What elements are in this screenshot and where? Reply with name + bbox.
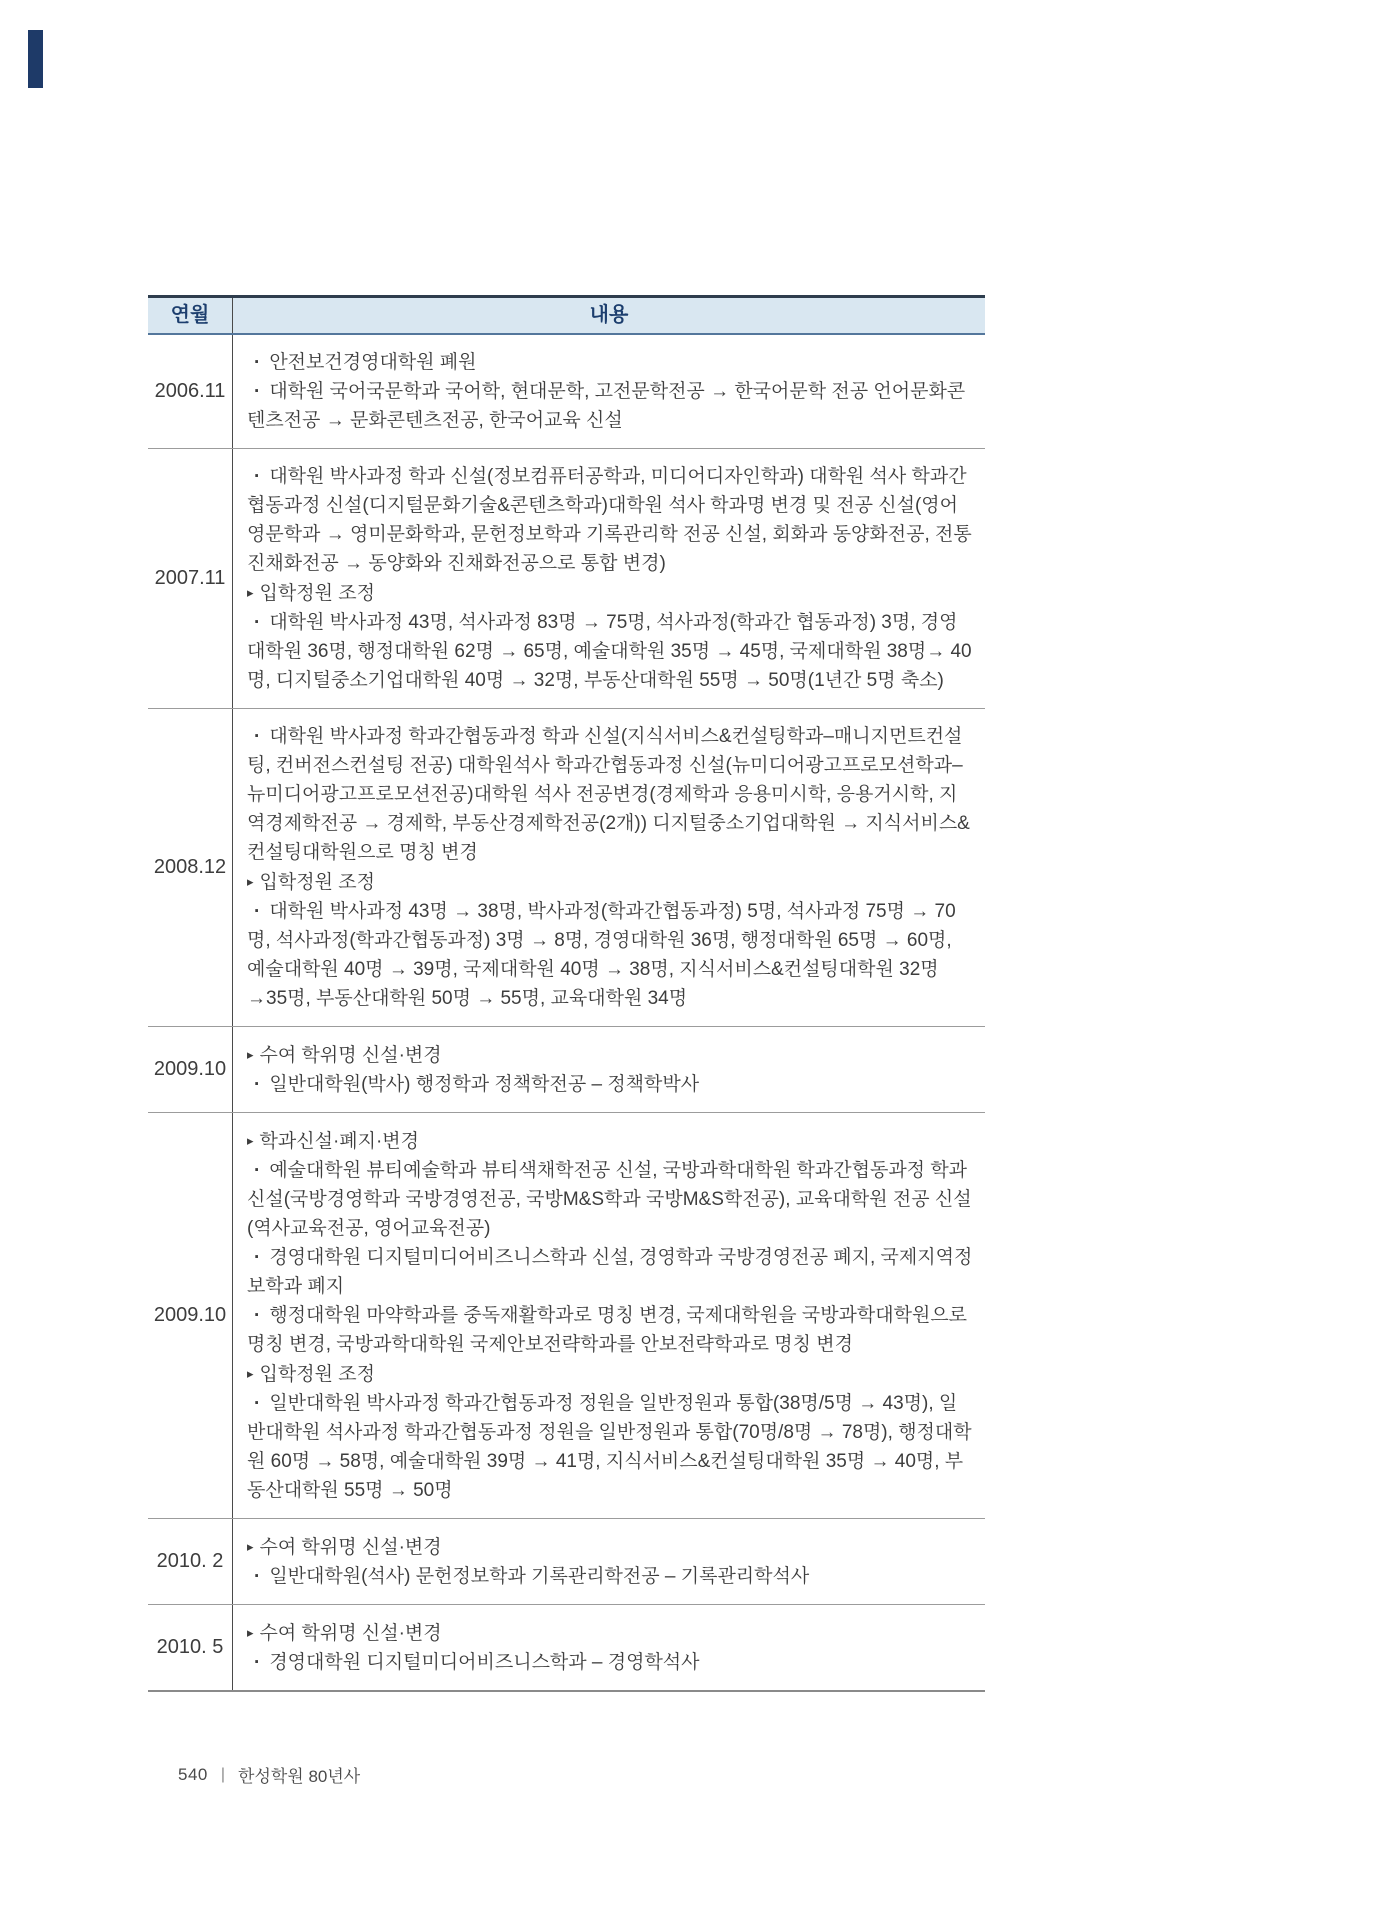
dot-bullet-icon: · bbox=[254, 381, 261, 402]
page-number: 540 bbox=[178, 1764, 208, 1784]
item-text: 입학정원 조정 bbox=[259, 1364, 375, 1385]
section-item bbox=[247, 1359, 973, 1389]
dot-bullet-icon: · bbox=[254, 612, 261, 633]
dot-bullet-icon: · bbox=[254, 726, 261, 747]
triangle-bullet-icon: ▸ bbox=[247, 585, 254, 600]
triangle-bullet-icon: ▸ bbox=[247, 1366, 254, 1381]
dot-bullet-icon: · bbox=[254, 1566, 261, 1587]
table-body bbox=[148, 335, 985, 1690]
column-header-date: 연월 bbox=[148, 298, 233, 333]
dot-bullet-icon: · bbox=[254, 1074, 261, 1095]
dot-bullet-icon: · bbox=[254, 1247, 261, 1268]
dot-bullet-icon: · bbox=[254, 466, 261, 487]
table-row bbox=[148, 1027, 985, 1113]
item-text: 대학원 국어국문학과 국어학, 현대문학, 고전문학전공 → 한국어문학 전공 언어문화콘텐츠전공 → 문화콘텐츠전공, 한국어교육 신설 bbox=[247, 381, 966, 431]
detail-item bbox=[247, 1648, 973, 1677]
date-cell: 2007.11 bbox=[148, 449, 233, 708]
page-footer bbox=[178, 1762, 360, 1787]
section-item bbox=[247, 1126, 973, 1156]
item-text: 일반대학원 박사과정 학과간협동과정 정원을 일반정원과 통합(38명/5명 → 43명), 일반대학원 석사과정 학과간협동과정 정원을 일반정원과 통합(70명/8명 → 78명), 행정대학원 60명 → 58명, 예술대학원 39명 → 41명, 지식서비스&컨설팅대학원 35명 → 40명, 부동산대학원 55명 → 50명 bbox=[247, 1393, 972, 1501]
triangle-bullet-icon: ▸ bbox=[247, 1047, 254, 1062]
dot-bullet-icon: · bbox=[254, 901, 261, 922]
triangle-bullet-icon: ▸ bbox=[247, 1133, 254, 1148]
item-text: 경영대학원 디지털미디어비즈니스학과 신설, 경영학과 국방경영전공 폐지, 국제지역정보학과 폐지 bbox=[247, 1247, 973, 1297]
table-row bbox=[148, 335, 985, 449]
dot-bullet-icon: · bbox=[254, 1305, 261, 1326]
detail-item bbox=[247, 1562, 973, 1591]
section-item bbox=[247, 867, 973, 897]
table-row bbox=[148, 709, 985, 1027]
page-corner-tab bbox=[28, 30, 43, 88]
footer-separator: | bbox=[220, 1765, 226, 1783]
date-cell: 2006.11 bbox=[148, 335, 233, 448]
item-text: 안전보건경영대학원 폐원 bbox=[269, 352, 477, 373]
item-text: 대학원 박사과정 학과간협동과정 학과 신설(지식서비스&컨설팅학과–매니지먼트컨설팅, 컨버전스컨설팅 전공) 대학원석사 학과간협동과정 신설(뉴미디어광고프로모션학과–뉴미디어광고프로모션전공)대학원 석사 전공변경(경제학과 응용미시학, 응용거시학, 지역경제학전공 → 경제학, 부동산경제학전공(2개)) 디지털중소기업대학원 → 지식서비스&컨설팅대학원으로 명칭 변경 bbox=[247, 726, 970, 863]
detail-item bbox=[247, 348, 973, 377]
item-text: 학과신설·폐지·변경 bbox=[259, 1131, 420, 1152]
history-table bbox=[148, 295, 985, 1692]
detail-item bbox=[247, 1301, 973, 1359]
detail-item bbox=[247, 1070, 973, 1099]
detail-item bbox=[247, 1389, 973, 1505]
item-text: 입학정원 조정 bbox=[259, 583, 375, 604]
content-cell bbox=[233, 1605, 985, 1690]
detail-item bbox=[247, 897, 973, 1013]
content-cell bbox=[233, 709, 985, 1026]
content-cell bbox=[233, 1113, 985, 1518]
section-item bbox=[247, 1618, 973, 1648]
item-text: 대학원 박사과정 43명, 석사과정 83명 → 75명, 석사과정(학과간 협동과정) 3명, 경영대학원 36명, 행정대학원 62명 → 65명, 예술대학원 35명 → 45명, 국제대학원 38명→ 40명, 디지털중소기업대학원 40명 → 32명, 부동산대학원 55명 → 50명(1년간 5명 축소) bbox=[247, 612, 972, 691]
section-item bbox=[247, 578, 973, 608]
table-row bbox=[148, 1605, 985, 1690]
date-cell: 2010. 2 bbox=[148, 1519, 233, 1604]
item-text: 수여 학위명 신설·변경 bbox=[259, 1537, 442, 1558]
item-text: 대학원 박사과정 학과 신설(정보컴퓨터공학과, 미디어디자인학과) 대학원 석사 학과간 협동과정 신설(디지털문화기술&콘텐츠학과)대학원 석사 학과명 변경 및 전공 신설(영어영문학과 → 영미문화학과, 문헌정보학과 기록관리학 전공 신설, 회화과 동양화전공, 전통진채화전공 → 동양화와 진채화전공으로 통합 변경) bbox=[247, 466, 972, 574]
date-cell: 2008.12 bbox=[148, 709, 233, 1026]
item-text: 일반대학원(박사) 행정학과 정책학전공 – 정책학박사 bbox=[269, 1074, 700, 1095]
item-text: 경영대학원 디지털미디어비즈니스학과 – 경영학석사 bbox=[269, 1652, 700, 1673]
date-cell: 2009.10 bbox=[148, 1113, 233, 1518]
date-cell: 2010. 5 bbox=[148, 1605, 233, 1690]
dot-bullet-icon: · bbox=[254, 1160, 261, 1181]
item-text: 행정대학원 마약학과를 중독재활학과로 명칭 변경, 국제대학원을 국방과학대학원으로 명칭 변경, 국방과학대학원 국제안보전략학과를 안보전략학과로 명칭 변경 bbox=[247, 1305, 968, 1355]
triangle-bullet-icon: ▸ bbox=[247, 874, 254, 889]
item-text: 일반대학원(석사) 문헌정보학과 기록관리학전공 – 기록관리학석사 bbox=[269, 1566, 810, 1587]
content-cell bbox=[233, 335, 985, 448]
column-header-content: 내용 bbox=[589, 304, 629, 326]
date-cell: 2009.10 bbox=[148, 1027, 233, 1112]
content-cell bbox=[233, 1519, 985, 1604]
table-row bbox=[148, 1113, 985, 1519]
dot-bullet-icon: · bbox=[254, 1652, 261, 1673]
content-cell bbox=[233, 449, 985, 708]
detail-item bbox=[247, 1243, 973, 1301]
table-row bbox=[148, 1519, 985, 1605]
item-text: 수여 학위명 신설·변경 bbox=[259, 1623, 442, 1644]
detail-item bbox=[247, 462, 973, 578]
detail-item bbox=[247, 608, 973, 695]
book-title: 한성학원 80년사 bbox=[238, 1767, 361, 1786]
triangle-bullet-icon: ▸ bbox=[247, 1539, 254, 1554]
item-text: 예술대학원 뷰티예술학과 뷰티색채학전공 신설, 국방과학대학원 학과간협동과정 학과신설(국방경영학과 국방경영전공, 국방M&S학과 국방M&S학전공), 교육대학원 전공 신설(역사교육전공, 영어교육전공) bbox=[247, 1160, 972, 1239]
section-item bbox=[247, 1040, 973, 1070]
dot-bullet-icon: · bbox=[254, 352, 261, 373]
table-row bbox=[148, 449, 985, 709]
detail-item bbox=[247, 1156, 973, 1243]
section-item bbox=[247, 1532, 973, 1562]
item-text: 입학정원 조정 bbox=[259, 872, 375, 893]
item-text: 수여 학위명 신설·변경 bbox=[259, 1045, 442, 1066]
table-header-row bbox=[148, 298, 985, 335]
content-cell bbox=[233, 1027, 985, 1112]
detail-item bbox=[247, 377, 973, 435]
detail-item bbox=[247, 722, 973, 867]
triangle-bullet-icon: ▸ bbox=[247, 1625, 254, 1640]
dot-bullet-icon: · bbox=[254, 1393, 261, 1414]
item-text: 대학원 박사과정 43명 → 38명, 박사과정(학과간협동과정) 5명, 석사과정 75명 → 70명, 석사과정(학과간협동과정) 3명 → 8명, 경영대학원 36명, 행정대학원 65명 → 60명, 예술대학원 40명 → 39명, 국제대학원 40명 → 38명, 지식서비스&컨설팅대학원 32명 →35명, 부동산대학원 50명 → 55명, 교육대학원 34명 bbox=[247, 901, 956, 1009]
